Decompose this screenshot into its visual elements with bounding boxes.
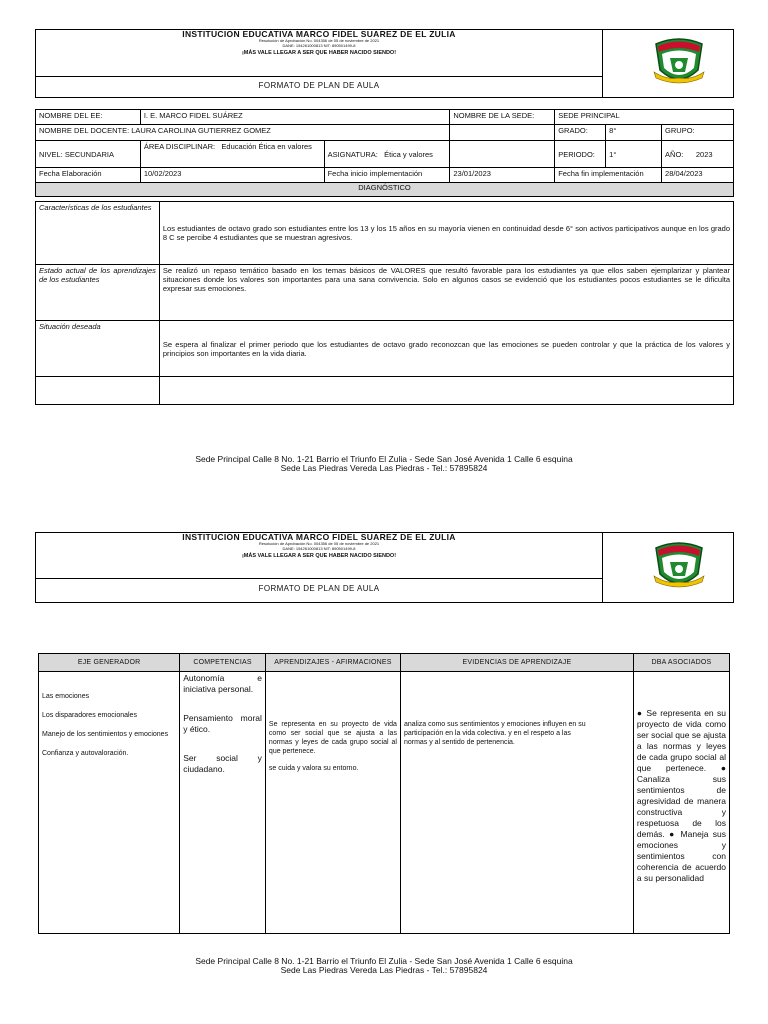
grado-label: GRADO: — [555, 125, 606, 141]
diag-text-situacion: Se espera al finalizar el primer periodo que los estudiantes de octavo grado reconozcan que las emociones se pueden controlar y que la práctica de los valores y principios son importantes en la vida diaria. — [159, 321, 733, 377]
area-cell — [140, 141, 324, 168]
diagnostico-table — [35, 201, 734, 405]
eje-item: Confianza y autovaloración. — [42, 750, 129, 757]
competencias-cell — [180, 672, 266, 934]
grupo-cell — [662, 125, 734, 141]
fecha-inicio-value: 23/01/2023 — [450, 168, 555, 183]
institution-block-2 — [36, 533, 602, 560]
institution-name: INSTITUCION EDUCATIVA MARCO FIDEL SUAREZ DE EL ZULIA — [182, 29, 456, 39]
dane-nit-text: DANE: 154261000813 NIT: 890501499-8 — [282, 42, 356, 48]
resolution-text: Resolución de Aprobación No. 004356 de 05 de noviembre de 2021 — [258, 38, 380, 43]
diag-text-estado: Se realizó un repaso temático basado en los temas básicos de VALORES que resultó favorable para los estudiantes ya que ellos saben ejemplarizar y plantear situaciones donde los valores son importantes para una sana convivencia. Solo en algunos casos se evidenció que los estudiantes pocos estudiantes se le dificulta expresar sus emociones. — [159, 265, 733, 321]
fecha-fin-value: 28/04/2023 — [662, 168, 734, 183]
footer-2 — [0, 957, 768, 975]
competencia-item: Autonomía e iniciativa personal. — [183, 673, 262, 694]
eje-item: Los disparadores emocionales — [42, 712, 137, 719]
aprendizaje-item: se cuida y valora su entorno. — [268, 765, 359, 772]
fecha-inicio-label: Fecha inicio implementación — [324, 168, 450, 183]
diag-text-caracteristicas: Los estudiantes de octavo grado son estudiantes entre los 13 y los 15 años en su mayoría vienen en continuidad desde 6° son activos participativos aunque en los grado 8 C se percibe 4 estudiantes que se muestran agresivos. — [159, 202, 733, 265]
empty-cell — [450, 125, 555, 141]
fecha-elab-value: 10/02/2023 — [140, 168, 324, 183]
eje-item: Las emociones — [42, 693, 90, 700]
info-table — [35, 109, 734, 197]
competencia-item: Pensamiento moral y ético. — [183, 713, 262, 734]
asignatura-label: ASIGNATURA: — [327, 149, 378, 159]
dane-nit-text: DANE: 154261000813 NIT: 890501499-8 — [282, 545, 356, 551]
asignatura-cell — [324, 141, 450, 168]
header-divider-1 — [602, 29, 603, 98]
evidencias-cell — [400, 672, 633, 934]
sede-value: SEDE PRINCIPAL — [555, 110, 734, 125]
anio-value: 2023 — [695, 149, 713, 159]
area-value: Educación Ética en valores — [221, 142, 312, 151]
dba-text: ● Se representa en su proyecto de vida como ser social que se ajusta a las normas y leyes de cada grupo social al que pertenece. ● Canaliza sus sentimientos de agresividad de manera constructiva y respetuosa de los demás. ● Maneja sus emociones y sentimientos con coherencia de acuerdo a su personalidad — [636, 708, 726, 883]
competencia-item: Ser social y ciudadano. — [183, 753, 262, 774]
footer-line-1: Sede Principal Calle 8 No. 1-21 Barrio el Triunfo El Zulia - Sede San José Avenida 1 Calle 6 esquina — [195, 956, 573, 966]
sede-label: NOMBRE DE LA SEDE: — [450, 110, 555, 125]
footer-1 — [0, 455, 768, 473]
header-eje: EJE GENERADOR — [39, 654, 180, 672]
eje-item: Manejo de los sentimientos y emociones — [42, 731, 169, 738]
periodo-value: 1° — [606, 141, 662, 168]
ee-label: NOMBRE DEL EE: — [36, 110, 141, 125]
periodo-label: PERIODO: — [555, 141, 606, 168]
aprendizajes-cell — [265, 672, 400, 934]
diag-label-estado: Estado actual de los aprendizajes de los estudiantes — [36, 265, 160, 321]
aprendizaje-item: Se representa en su proyecto de vida como ser social que se ajusta a las normas y leyes de cada grupo social al que pertenece. — [268, 721, 397, 755]
motto-text: ¡MÁS VALE LLEGAR A SER QUE HABER NACIDO SIENDO! — [241, 50, 397, 56]
header-evidencias: EVIDENCIAS DE APRENDIZAJE — [400, 654, 633, 672]
anio-cell — [662, 141, 734, 168]
diag-text-empty — [159, 377, 733, 405]
header-dba: DBA ASOCIADOS — [633, 654, 729, 672]
plan-table — [38, 653, 730, 934]
ee-value: I. E. MARCO FIDEL SUÁREZ — [140, 110, 450, 125]
fecha-elab-label: Fecha Elaboración — [36, 168, 141, 183]
grupo-label: GRUPO: — [665, 126, 695, 135]
header-hline-2 — [35, 578, 603, 579]
docente-label: NOMBRE DEL DOCENTE: — [39, 126, 130, 135]
grado-value: 8° — [606, 125, 662, 141]
footer-line-1: Sede Principal Calle 8 No. 1-21 Barrio el Triunfo El Zulia - Sede San José Avenida 1 Calle 6 esquina — [195, 454, 573, 464]
nivel-label: NIVEL: SECUNDARIA — [36, 141, 141, 168]
dba-cell — [633, 672, 729, 934]
asignatura-value: Ética y valores — [384, 149, 433, 159]
header-aprendizajes: APRENDIZAJES - AFIRMACIONES — [265, 654, 400, 672]
school-shield-logo — [652, 34, 706, 88]
area-label: ÁREA DISCIPLINAR: — [143, 142, 216, 151]
diag-label-empty — [36, 377, 160, 405]
motto-text: ¡MÁS VALE LLEGAR A SER QUE HABER NACIDO SIENDO! — [241, 553, 397, 559]
empty-cell — [450, 141, 555, 168]
anio-label: AÑO: — [665, 149, 684, 159]
docente-value: LAURA CAROLINA GUTIERREZ GOMEZ — [131, 126, 271, 135]
diag-label-situacion: Situación deseada — [36, 321, 160, 377]
resolution-text: Resolución de Aprobación No. 004356 de 05 de noviembre de 2021 — [258, 541, 380, 546]
docente-cell — [36, 125, 450, 141]
format-title-1: FORMATO DE PLAN DE AULA — [258, 81, 380, 90]
school-shield-logo — [652, 538, 706, 592]
diagnostico-header: DIAGNÓSTICO — [36, 183, 734, 197]
footer-line-2: Sede Las Piedras Vereda Las Piedras - Tel.: 57895824 — [280, 965, 488, 975]
institution-block-1 — [36, 30, 602, 57]
header-competencias: COMPETENCIAS — [180, 654, 266, 672]
eje-cell — [39, 672, 180, 934]
diag-label-caracteristicas: Características de los estudiantes — [36, 202, 160, 265]
footer-line-2: Sede Las Piedras Vereda Las Piedras - Tel.: 57895824 — [280, 463, 488, 473]
header-divider-2 — [602, 532, 603, 603]
institution-name: INSTITUCION EDUCATIVA MARCO FIDEL SUAREZ DE EL ZULIA — [182, 532, 456, 542]
fecha-fin-label: Fecha fin implementación — [555, 168, 662, 183]
format-title-2: FORMATO DE PLAN DE AULA — [258, 584, 380, 593]
evidencias-text: analiza como sus sentimientos y emociones influyen en su participación en la vida colectiva. y en el respeto a las normas y al sentido de pertenencia. — [403, 721, 586, 746]
header-hline-1 — [35, 76, 603, 77]
